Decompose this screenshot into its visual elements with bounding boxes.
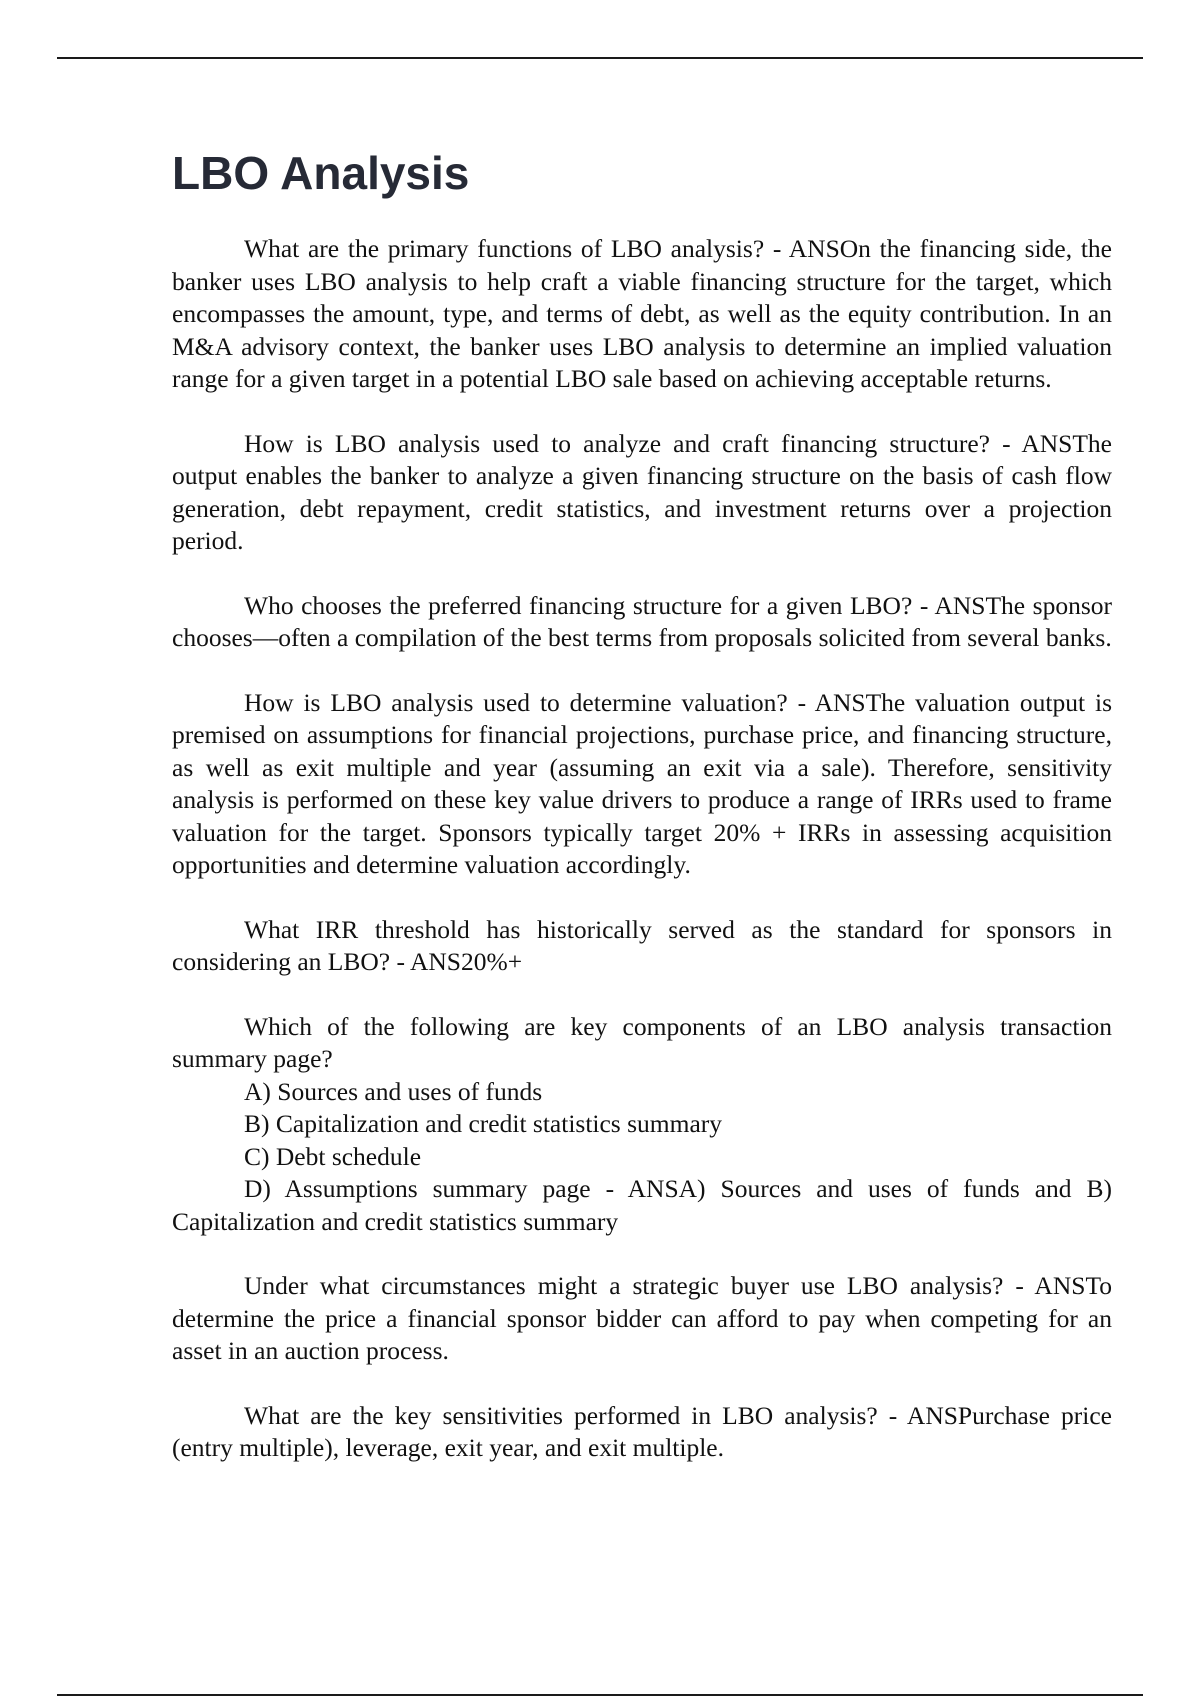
qa-block [172, 590, 1112, 655]
qa-text: How is LBO analysis used to analyze and craft financing structure? - ANSThe output enables the banker to analyze a given financing structure on the basis of cash flow generation, debt repayment, credit statistics, and investment returns over a projection period. [172, 428, 1112, 555]
qa-block [172, 687, 1112, 882]
qa-text: What are the key sensitivities performed in LBO analysis? - ANSPurchase price (entry multiple), leverage, exit year, and exit multiple. [172, 1400, 1112, 1462]
page-title: LBO Analysis [172, 147, 470, 199]
qa-text: What are the primary functions of LBO analysis? - ANSOn the financing side, the banker uses LBO analysis to help craft a viable financing structure for the target, which encompasses the amount, type, and terms of debt, as well as the equity contribution. In an M&A advisory context, the banker uses LBO analysis to determine an implied valuation range for a given target in a potential LBO sale based on achieving acceptable returns. [172, 234, 1112, 393]
choice-option: B) Capitalization and credit statistics summary [244, 1109, 723, 1138]
multiple-choice-block [172, 1011, 1112, 1239]
qa-text: What IRR threshold has historically served as the standard for sponsors in considering an LBO? - ANS20%+ [172, 914, 1112, 976]
qa-block [172, 428, 1112, 558]
qa-block [172, 1400, 1112, 1465]
multiple-choice-question: Which of the following are key components of an LBO analysis transaction summary page? [172, 1011, 1112, 1073]
choice-option-answer: D) Assumptions summary page - ANSA) Sources and uses of funds and B) Capitalization and credit statistics summary [172, 1174, 1112, 1236]
choice-option: A) Sources and uses of funds [244, 1076, 543, 1106]
qa-text: Who chooses the preferred financing structure for a given LBO? - ANSThe sponsor chooses—often a compilation of the best terms from proposals solicited from several banks. [172, 590, 1112, 652]
bottom-rule [57, 1694, 1143, 1696]
choice-option: C) Debt schedule [244, 1141, 422, 1171]
qa-block [172, 914, 1112, 979]
qa-block [172, 233, 1112, 396]
top-rule [57, 57, 1143, 59]
qa-text: Under what circumstances might a strategic buyer use LBO analysis? - ANSTo determine the price a financial sponsor bidder can afford to pay when competing for an asset in an auction process. [172, 1271, 1112, 1365]
qa-text: How is LBO analysis used to determine valuation? - ANSThe valuation output is premised on assumptions for financial projections, purchase price, and financing structure, as well as exit multiple and year (assuming an exit via a sale). Therefore, sensitivity analysis is performed on these key value drivers to produce a range of IRRs used to frame valuation for the target. Sponsors typically target 20% + IRRs in assessing acquisition opportunities and determine valuation accordingly. [172, 687, 1112, 879]
document-body [172, 145, 1112, 1497]
qa-block [172, 1270, 1112, 1368]
